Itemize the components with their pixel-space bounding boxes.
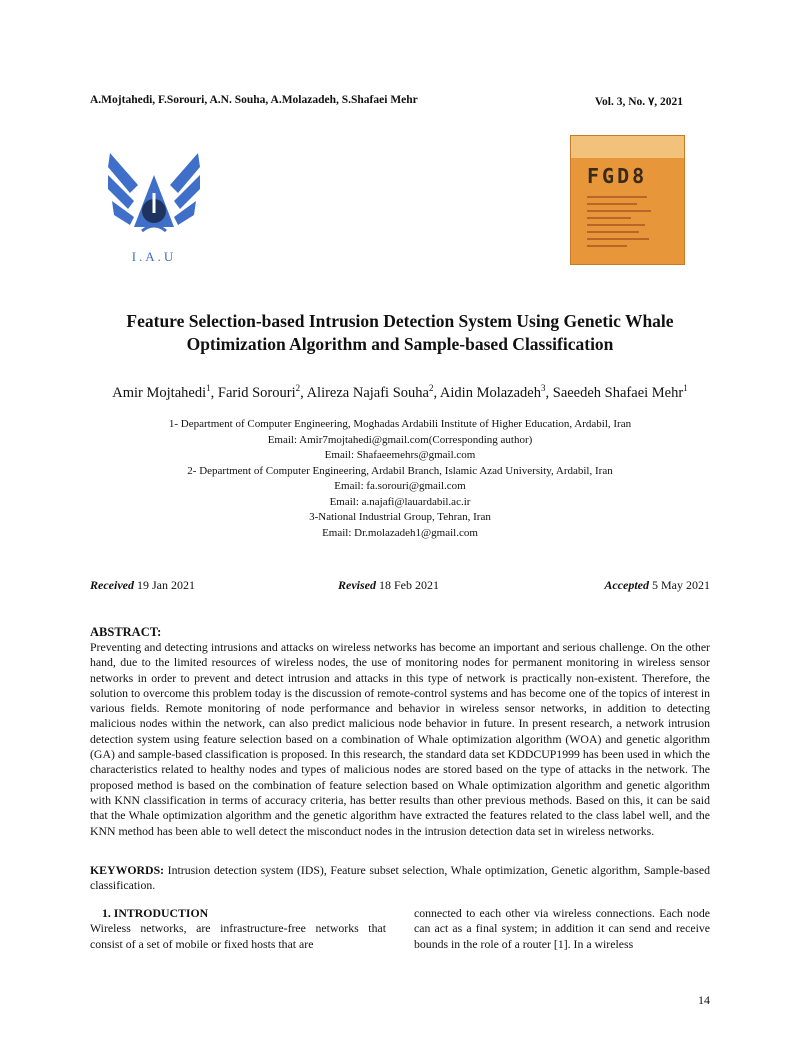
author-separator: , — [433, 384, 440, 401]
affiliation-line: 2- Department of Computer Engineering, Ardabil Branch, Islamic Azad University, Ardabil, Iran — [187, 464, 613, 477]
cover-band — [571, 136, 684, 158]
abstract-body: Preventing and detecting intrusions and attacks on wireless networks has become an important and serious challenge. On the other hand, due to the limited resources of wireless nodes, the use of monitoring nodes for permanent monitoring in wireless sensor networks in order to prevent and detect intrusion and attacks in this type of network is practically non-existent. Therefore, the solution to overcome this problem today is the discussion of remote-control systems and has become one of the topics of interest in various fields. Remote monitoring of node performance and behavior in wireless sensor networks, in addition to detecting malicious nodes within the network, can also predict malicious node behavior in future. In present research, a network intrusion detection system using feature selection based on a combination of Whale optimization algorithm (WOA) and genetic algorithm (GA) and sample-based classification is proposed. In this research, the standard data set KDDCUP1999 has been used in which the characteristics related to healthy nodes and types of malicious nodes are stored based on the type of attacks in the network. The proposed method is based on the combination of feature selection based on Whale optimization algorithm and genetic algorithm with KNN classification in terms of accuracy criteria, has better results than other previous methods. Based on this, it can be said that the Whale optimization algorithm and the genetic algorithm have extracted the features related to the class label well, and the KNN method has been able to well detect the misconduct nodes in the intrusion detection data set in wireless networks. — [90, 640, 710, 838]
author-name: Alireza Najafi Souha — [306, 384, 429, 401]
author-affiliation-mark: 1 — [683, 383, 688, 393]
keywords-text: Intrusion detection system (IDS), Feature subset selection, Whale optimization, Genetic algorithm, Sample-based classification. — [90, 863, 710, 893]
author-name: Aidin Molazadeh — [439, 384, 541, 401]
page-number: 14 — [698, 993, 710, 1007]
received-value: 19 Jan 2021 — [136, 578, 195, 592]
author-name: Farid Sorouri — [217, 384, 296, 401]
revised-label: Revised — [338, 578, 376, 592]
affiliations — [80, 417, 720, 541]
affiliation-email: Email: Shafaeemehrs@gmail.com — [324, 449, 476, 461]
author-affiliation-mark: 3 — [541, 383, 546, 393]
university-logo — [104, 145, 204, 265]
received-date — [90, 578, 195, 593]
author-affiliation-mark: 2 — [428, 383, 434, 393]
author-separator: , — [545, 384, 553, 401]
affiliation-line: 3-National Industrial Group, Tehran, Iran — [309, 511, 491, 523]
introduction-column-left — [90, 906, 386, 952]
affiliation-email: Email: fa.sorouri@gmail.com — [334, 480, 466, 492]
cover-title: FGD8 — [587, 164, 648, 188]
abstract-heading: ABSTRACT: — [90, 625, 162, 639]
author-name: Amir Mojtahedi — [112, 384, 207, 401]
logo-text: I.A.U — [131, 249, 177, 264]
keywords — [90, 863, 710, 894]
introduction-text-right: connected to each other via wireless connections. Each node can act as a final system; in addition it can send and receive bounds in the role of a router [1]. In a wireless — [414, 906, 710, 951]
accepted-date — [604, 578, 710, 593]
author-separator: , — [300, 384, 307, 401]
introduction-column-right — [414, 906, 710, 952]
keywords-label: KEYWORDS: — [90, 863, 165, 877]
received-label: Received — [90, 578, 134, 592]
author-name: Saeedeh Shafaei Mehr — [552, 384, 684, 401]
revised-date — [338, 578, 439, 593]
author-affiliation-mark: 2 — [295, 383, 301, 393]
accepted-label: Accepted — [604, 578, 649, 592]
paper-title: Feature Selection-based Intrusion Detection System Using Genetic Whale Optimization Algorithm and Sample-based Classification — [126, 311, 674, 354]
affiliation-line: 1- Department of Computer Engineering, Moghadas Ardabili Institute of Higher Education, Ardabil, Iran — [168, 418, 632, 430]
accepted-value: 5 May 2021 — [652, 578, 710, 592]
introduction-text-left: Wireless networks, are infrastructure-free networks that consist of a set of mobile or fixed hosts that are — [90, 921, 386, 951]
journal-cover-image — [570, 135, 685, 265]
affiliation-email: Email: Amir7mojtahedi@gmail.com(Corresponding author) — [267, 433, 533, 446]
running-header-authors: A.Mojtahedi, F.Sorouri, A.N. Souha, A.Molazadeh, S.Shafaei Mehr — [90, 94, 418, 106]
section-heading-introduction: 1. INTRODUCTION — [102, 906, 209, 920]
revised-value: 18 Feb 2021 — [379, 578, 439, 592]
affiliation-email: Email: a.najafi@lauardabil.ac.ir — [329, 495, 471, 508]
cover-lines — [587, 196, 657, 252]
author-list — [100, 378, 700, 403]
author-separator: , — [210, 384, 218, 401]
running-header-volume: Vol. 3, No. ٧, 2021 — [594, 96, 683, 108]
author-affiliation-mark: 1 — [206, 383, 211, 393]
affiliation-email: Email: Dr.molazadeh1@gmail.com — [322, 526, 478, 539]
